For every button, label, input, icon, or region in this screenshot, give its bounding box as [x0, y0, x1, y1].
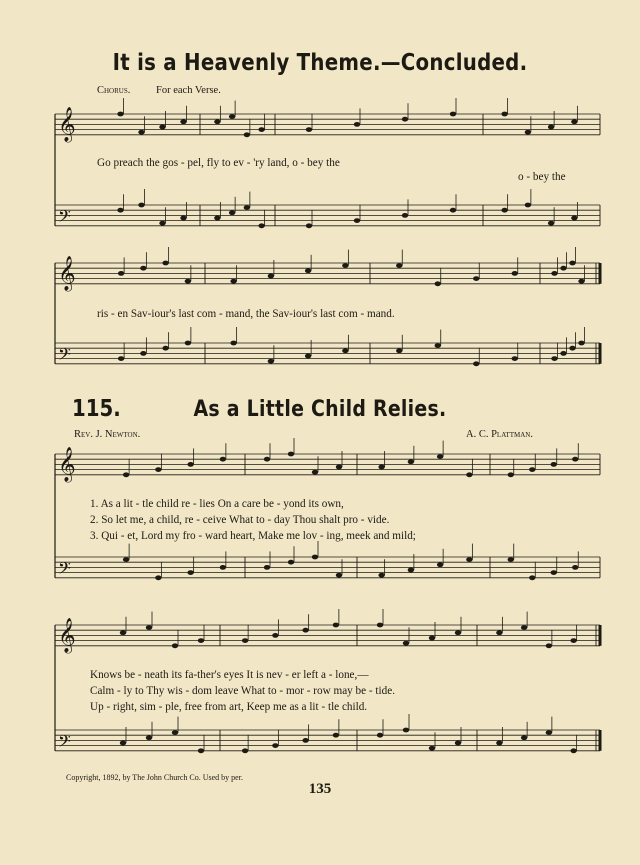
note-head	[242, 638, 248, 643]
note-head	[155, 467, 161, 472]
note-head	[138, 203, 144, 208]
treble-clef-icon: 𝄞	[58, 255, 76, 291]
note-head	[551, 570, 557, 575]
note-head	[185, 279, 191, 284]
lyrics-line: o - bey the	[518, 171, 566, 183]
note-head	[569, 261, 575, 266]
note-head	[496, 630, 502, 635]
note-head	[473, 361, 479, 366]
note-head	[140, 266, 146, 271]
note-head	[172, 643, 178, 648]
note-head	[140, 351, 146, 356]
note-head	[180, 119, 186, 124]
note-head	[396, 348, 402, 353]
bass-clef-icon: 𝄢	[58, 343, 71, 368]
note-head	[305, 268, 311, 273]
note-head	[571, 119, 577, 124]
note-head	[378, 465, 384, 470]
note-head	[551, 271, 557, 276]
verse-line: 3. Qui - et, Lord my fro - ward heart, Make me lov - ing, meek and mild;	[90, 530, 416, 542]
verse-line: Knows be - neath its fa-ther's eyes It is nev - er left a - lone,—	[90, 669, 369, 681]
note-head	[198, 748, 204, 753]
note-head	[521, 735, 527, 740]
note-head	[354, 122, 360, 127]
note-head	[162, 346, 168, 351]
note-head	[146, 625, 152, 630]
note-head	[560, 266, 566, 271]
note-head	[159, 125, 165, 130]
note-head	[466, 472, 472, 477]
note-head	[429, 636, 435, 641]
note-head	[546, 730, 552, 735]
hymn-title-concluded: It is a Heavenly Theme.—Concluded.	[112, 50, 528, 76]
note-head	[120, 741, 126, 746]
note-head	[551, 462, 557, 467]
note-head	[435, 343, 441, 348]
note-head	[333, 733, 339, 738]
bass-clef-icon: 𝄢	[58, 730, 71, 755]
note-head	[302, 738, 308, 743]
note-head	[342, 263, 348, 268]
note-head	[272, 633, 278, 638]
note-head	[288, 452, 294, 457]
note-head	[172, 730, 178, 735]
copyright-notice: Copyright, 1892, by The John Church Co. Used by per.	[66, 773, 243, 782]
note-head	[342, 348, 348, 353]
note-head	[508, 472, 514, 477]
note-head	[118, 356, 124, 361]
note-head	[220, 565, 226, 570]
note-head	[403, 728, 409, 733]
note-head	[525, 203, 531, 208]
verse-line: 1. As a lit - tle child re - lies On a care be - yond its own,	[90, 498, 344, 510]
note-head	[403, 641, 409, 646]
note-head	[396, 263, 402, 268]
hymn-number: 115.	[72, 396, 121, 422]
note-head	[230, 279, 236, 284]
note-head	[220, 457, 226, 462]
lyrics-line: ris - en Sav-iour's last com - mand, the Sav-iour's last com - mand.	[97, 308, 395, 320]
note-head	[408, 568, 414, 573]
note-head	[377, 733, 383, 738]
note-head	[435, 281, 441, 286]
note-head	[302, 628, 308, 633]
note-head	[354, 218, 360, 223]
note-head	[180, 216, 186, 221]
note-head	[288, 560, 294, 565]
note-head	[118, 271, 124, 276]
verse-line: 2. So let me, a child, re - ceive What to - day Thou shalt pro - vide.	[90, 514, 390, 526]
note-head	[572, 457, 578, 462]
verse-line: Calm - ly to Thy wis - dom leave What to - mor - row may be - tide.	[90, 685, 396, 697]
note-head	[578, 279, 584, 284]
note-head	[501, 112, 507, 117]
note-head	[529, 575, 535, 580]
verse-line: Up - right, sim - ple, free from art, Keep me as a lit - tle child.	[90, 701, 368, 713]
note-head	[512, 271, 518, 276]
note-head	[229, 210, 235, 215]
note-head	[268, 359, 274, 364]
note-head	[437, 454, 443, 459]
note-head	[268, 274, 274, 279]
note-head	[437, 562, 443, 567]
note-head	[408, 459, 414, 464]
page-number: 135	[308, 781, 332, 797]
note-head	[336, 573, 342, 578]
note-head	[450, 208, 456, 213]
bass-clef-icon: 𝄢	[58, 205, 71, 230]
note-head	[402, 213, 408, 218]
note-head	[333, 623, 339, 628]
note-head	[264, 457, 270, 462]
note-head	[548, 221, 554, 226]
note-head	[214, 119, 220, 124]
note-head	[572, 565, 578, 570]
note-head	[159, 221, 165, 226]
note-head	[578, 341, 584, 346]
note-head	[378, 573, 384, 578]
note-head	[336, 465, 342, 470]
note-head	[429, 746, 435, 751]
note-head	[155, 575, 161, 580]
note-head	[501, 208, 507, 213]
note-head	[242, 748, 248, 753]
lyrics-line: Go preach the gos - pel, fly to ev - 'ry land, o - bey the	[97, 157, 340, 169]
note-head	[455, 630, 461, 635]
note-head	[198, 638, 204, 643]
note-head	[123, 472, 129, 477]
note-head	[569, 346, 575, 351]
note-head	[117, 208, 123, 213]
hymn-title: As a Little Child Relies.	[193, 397, 447, 422]
note-head	[244, 132, 250, 137]
note-head	[548, 125, 554, 130]
note-head	[571, 216, 577, 221]
note-head	[230, 341, 236, 346]
note-head	[258, 127, 264, 132]
note-head	[473, 276, 479, 281]
note-head	[402, 117, 408, 122]
note-head	[244, 205, 250, 210]
note-head	[138, 130, 144, 135]
chorus-marking: Chorus.	[97, 85, 131, 96]
note-head	[123, 557, 129, 562]
bass-clef-icon: 𝄢	[58, 557, 71, 582]
note-head	[305, 354, 311, 359]
note-head	[162, 261, 168, 266]
note-head	[306, 127, 312, 132]
staff-systems	[55, 98, 600, 755]
note-head	[496, 741, 502, 746]
note-head	[529, 467, 535, 472]
treble-clef-icon: 𝄞	[58, 106, 76, 142]
note-head	[525, 130, 531, 135]
note-head	[570, 748, 576, 753]
hymn-composer: A. C. Plattman.	[466, 429, 533, 440]
note-head	[570, 638, 576, 643]
note-head	[377, 623, 383, 628]
note-head	[546, 643, 552, 648]
note-head	[512, 356, 518, 361]
note-head	[120, 630, 126, 635]
note-head	[312, 470, 318, 475]
note-head	[229, 114, 235, 119]
note-head	[187, 462, 193, 467]
hymn-author: Rev. J. Newton.	[74, 429, 141, 440]
note-head	[264, 565, 270, 570]
note-head	[187, 570, 193, 575]
note-head	[312, 555, 318, 560]
note-head	[466, 557, 472, 562]
note-head	[551, 356, 557, 361]
note-head	[455, 741, 461, 746]
note-head	[185, 341, 191, 346]
treble-clef-icon: 𝄞	[58, 617, 76, 653]
note-head	[508, 557, 514, 562]
note-head	[258, 223, 264, 228]
note-head	[272, 743, 278, 748]
note-head	[560, 351, 566, 356]
note-head	[450, 112, 456, 117]
note-head	[214, 216, 220, 221]
verse-direction: For each Verse.	[156, 85, 221, 96]
treble-clef-icon: 𝄞	[58, 446, 76, 482]
note-head	[306, 223, 312, 228]
note-head	[146, 735, 152, 740]
note-head	[117, 112, 123, 117]
note-head	[521, 625, 527, 630]
